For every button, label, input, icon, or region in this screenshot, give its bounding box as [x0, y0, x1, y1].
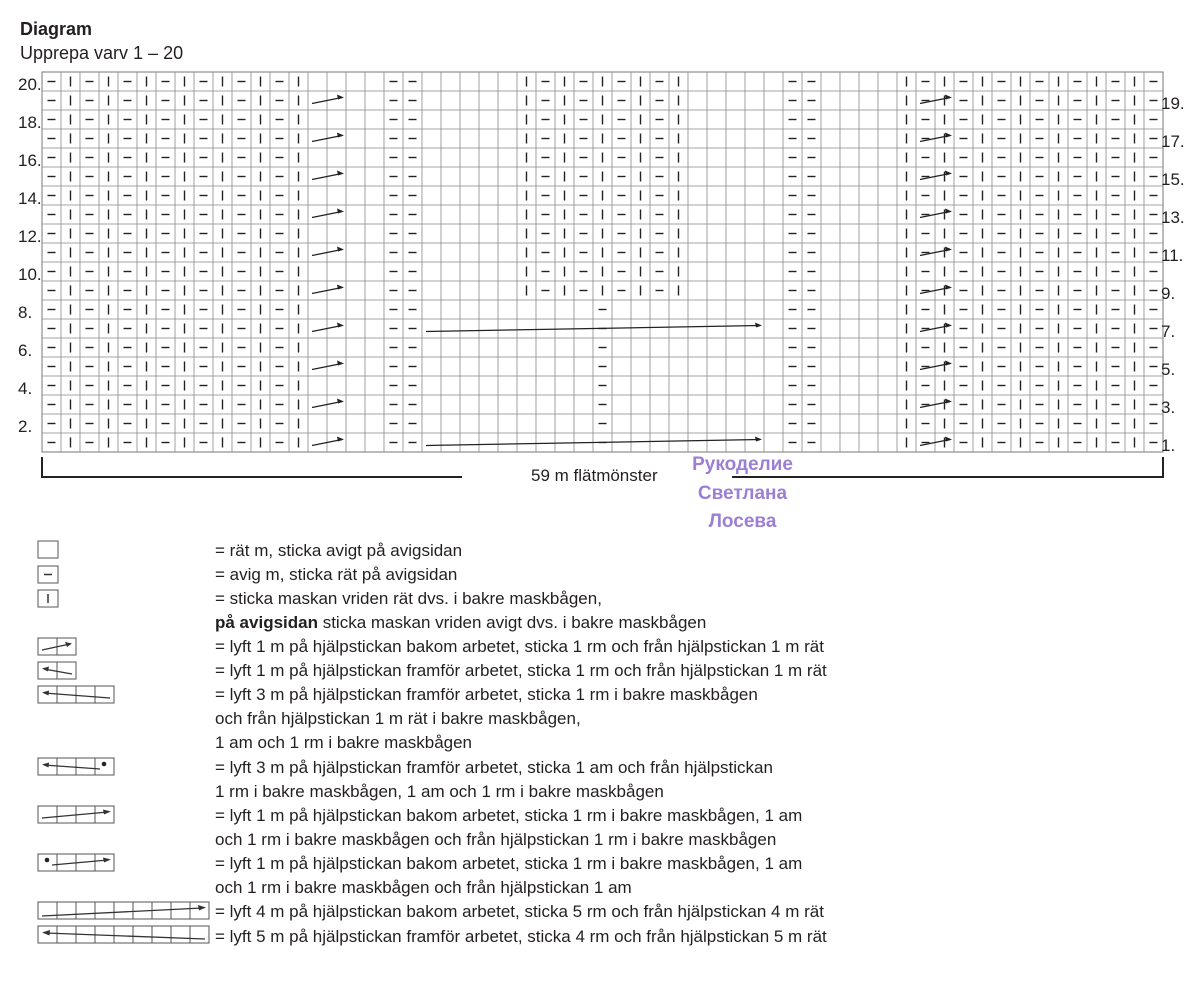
legend-cable-3-1-left: = lyft 3 m på hjälpstickan framför arbetet, sticka 1 rm i bakre maskbågen [215, 685, 758, 704]
diagram-title: Diagram [20, 19, 93, 39]
cable-right-icon [37, 637, 79, 657]
legend-cell [114, 902, 133, 919]
legend-cable-1-3-right: = lyft 1 m på hjälpstickan bakom arbetet, sticka 1 rm i bakre maskbågen, 1 am [215, 806, 803, 825]
cable-4-5-right-icon [37, 901, 211, 921]
legend-twisted-wrong-side [215, 613, 706, 633]
row-label-14: 14. [18, 189, 42, 208]
row-label-15: 15. [1161, 170, 1185, 189]
cable-1-3-right-icon [37, 805, 117, 825]
row-label-7: 7. [1161, 322, 1176, 341]
legend-knit: = rät m, sticka avigt på avigsidan [215, 541, 463, 560]
row-label-20: 20. [18, 75, 42, 94]
stitch-count-label: 59 m flätmönster [531, 466, 658, 485]
legend-cable-4-5-right: = lyft 4 m på hjälpstickan bakom arbetet, sticka 5 rm och från hjälpstickan 4 m rät [215, 902, 824, 921]
legend-cable-left: = lyft 1 m på hjälpstickan framför arbetet, sticka 1 rm och från hjälpstickan 1 m rät [215, 661, 827, 680]
cable-1-3-right-dot-icon [37, 853, 117, 873]
row-label-8: 8. [18, 303, 33, 322]
row-label-18: 18. [18, 113, 42, 132]
purl-dash-icon [37, 565, 61, 585]
knit-square-icon [37, 540, 61, 560]
row-label-1: 1. [1161, 436, 1176, 455]
row-label-5: 5. [1161, 360, 1176, 379]
row-label-6: 6. [18, 341, 33, 360]
legend-cable-3-1-left-dot: = lyft 3 m på hjälpstickan framför arbetet, sticka 1 am och från hjälpstickan [215, 758, 773, 777]
legend-bold-text: på avigsidan [215, 613, 318, 632]
legend-cable-3-1-left-2: och från hjälpstickan 1 m rät i bakre maskbågen, [215, 709, 581, 728]
legend-cable-3-1-left-3: 1 am och 1 rm i bakre maskbågen [215, 733, 473, 752]
twisted-bar-icon [37, 589, 61, 609]
row-label-16: 16. [18, 151, 42, 170]
legend-cell [76, 902, 95, 919]
row-label-12: 12. [18, 227, 42, 246]
legend-cell [190, 926, 209, 943]
cable-5-4-left-icon [37, 925, 211, 945]
row-label-9: 9. [1161, 284, 1176, 303]
row-label-11: 11. [1161, 246, 1184, 265]
row-label-13: 13. [1161, 208, 1185, 227]
cable-3-1-left-dot-icon [37, 757, 117, 777]
legend-cell [190, 902, 209, 919]
legend-cell [114, 926, 133, 943]
legend-cable-1-3-right-dot: = lyft 1 m på hjälpstickan bakom arbetet, sticka 1 rm i bakre maskbågen, 1 am [215, 854, 803, 873]
legend-twisted: = sticka maskan vriden rät dvs. i bakre maskbågen, [215, 589, 602, 608]
legend-purl: = avig m, sticka rät på avigsidan [215, 565, 458, 584]
legend-cable-1-3-right-2: och 1 rm i bakre maskbågen och från hjälpstickan 1 rm i bakre maskbågen [215, 830, 777, 849]
cable-3-1-left-icon [37, 685, 117, 705]
row-label-19: 19. [1161, 94, 1185, 113]
legend-cell [57, 902, 76, 919]
legend-cable-right: = lyft 1 m på hjälpstickan bakom arbetet, sticka 1 rm och från hjälpstickan 1 m rät [215, 637, 824, 656]
watermark [660, 451, 825, 537]
row-label-17: 17. [1161, 132, 1185, 151]
cable-left-icon [37, 661, 79, 681]
width-bracket-left [42, 457, 462, 477]
legend-cell [152, 926, 171, 943]
row-label-10: 10. [18, 265, 42, 284]
watermark-line-2: Светлана [697, 482, 788, 504]
row-label-4: 4. [18, 379, 33, 398]
watermark-line-3: Лосева [708, 511, 777, 532]
legend-cable-1-3-right-dot-2: och 1 rm i bakre maskbågen och från hjälpstickan 1 am [215, 878, 632, 897]
diagram-subtitle: Upprepa varv 1 – 20 [20, 43, 184, 63]
legend-cable-5-4-left: = lyft 5 m på hjälpstickan framför arbetet, sticka 4 rm och från hjälpstickan 5 m rät [215, 927, 827, 946]
legend-cell [38, 902, 57, 919]
legend-cell [171, 926, 190, 943]
watermark-line-1: Рукоделие [692, 454, 793, 475]
legend-twisted-rest: sticka maskan vriden avigt dvs. i bakre maskbågen [317, 613, 707, 632]
legend-cell [95, 902, 114, 919]
row-label-3: 3. [1161, 398, 1176, 417]
legend-cable-3-1-left-dot-2: 1 rm i bakre maskbågen, 1 am och 1 rm i bakre maskbågen [215, 782, 664, 801]
legend-cell [171, 902, 190, 919]
row-label-2: 2. [18, 417, 33, 436]
legend-cell [133, 926, 152, 943]
